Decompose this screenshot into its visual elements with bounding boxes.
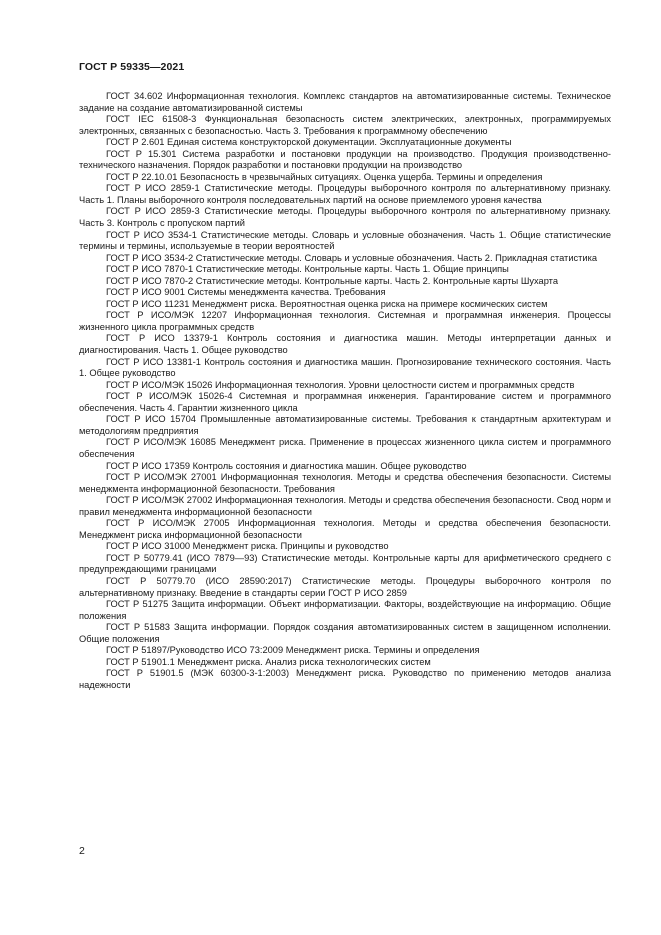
standard-designation: ГОСТ Р 59335—2021 — [79, 61, 185, 73]
reference-entry: ГОСТ Р ИСО 3534-1 Статистические методы. Словарь и условные обозначения. Часть 1. Общие статистические термины и термины, используемые в теории вероятностей — [79, 229, 611, 252]
reference-entry: ГОСТ Р 51275 Защита информации. Объект информатизации. Факторы, воздействующие на информацию. Общие положения — [79, 599, 611, 621]
reference-entry: ГОСТ 34.602 Информационная технология. Комплекс стандартов на автоматизированные системы. Техническое задание на создание автоматизированной системы — [79, 91, 611, 113]
reference-entry: ГОСТ Р ИСО 11231 Менеджмент риска. Вероятностная оценка риска на примере космических систем — [106, 298, 548, 309]
reference-entry: ГОСТ Р ИСО 13379-1 Контроль состояния и диагностика машин. Методы интерпретации данных и диагностирования. Часть 1. Общее руководство — [79, 333, 611, 356]
document-header — [79, 61, 184, 73]
reference-entry: ГОСТ Р ИСО/МЭК 27005 Информационная технология. Методы и средства обеспечения безопасности. Менеджмент риска информационной безопасности — [79, 518, 611, 540]
reference-entry: ГОСТ Р ИСО/МЭК 12207 Информационная технология. Системная и программная инженерия. Процессы жизненного цикла программных средств — [79, 310, 611, 332]
reference-entry: ГОСТ Р 50779.41 (ИСО 7879—93) Статистические методы. Контрольные карты для арифметического среднего с предупреждающими границами — [79, 552, 611, 575]
reference-entry: ГОСТ Р ИСО 2859-1 Статистические методы. Процедуры выборочного контроля по альтернативному признаку. Часть 1. Планы выборочного контроля последовательных партий на основе приемлемого уровня качества — [79, 183, 611, 205]
reference-entry: ГОСТ Р 51901.5 (МЭК 60300-3-1:2003) Менеджмент риска. Руководство по применению методов анализа надежности — [79, 668, 611, 690]
normative-references-list — [79, 91, 611, 691]
reference-entry: ГОСТ Р 51901.1 Менеджмент риска. Анализ риска технологических систем — [106, 656, 431, 667]
reference-entry: ГОСТ Р ИСО 31000 Менеджмент риска. Принципы и руководство — [106, 541, 389, 552]
reference-entry: ГОСТ Р ИСО 7870-1 Статистические методы. Контрольные карты. Часть 1. Общие принципы — [106, 264, 509, 275]
reference-entry: ГОСТ IEC 61508-3 Функциональная безопасность систем электрических, электронных, программируемых электронных, связанных с безопасностью. Часть 3. Требования к программному обеспечению — [79, 114, 611, 136]
reference-entry: ГОСТ Р ИСО/МЭК 27001 Информационная технология. Методы и средства обеспечения безопасности. Системы менеджмента информационной безопасности. Требования — [79, 472, 611, 494]
reference-entry: ГОСТ Р 51583 Защита информации. Порядок создания автоматизированных систем в защищенном исполнении. Общие положения — [79, 622, 611, 644]
reference-entry: ГОСТ Р ИСО/МЭК 16085 Менеджмент риска. Применение в процессах жизненного цикла систем и программного обеспечения — [79, 437, 611, 459]
reference-entry: ГОСТ Р 50779.70 (ИСО 28590:2017) Статистические методы. Процедуры выборочного контроля по альтернативному признаку. Введение в стандарты серии ГОСТ Р ИСО 2859 — [79, 575, 611, 598]
page-number: 2 — [79, 845, 85, 857]
reference-entry: ГОСТ Р ИСО 3534-2 Статистические методы. Словарь и условные обозначения. Часть 2. Прикладная статистика — [106, 252, 598, 263]
reference-entry: ГОСТ Р ИСО 2859-3 Статистические методы. Процедуры выборочного контроля по альтернативному признаку. Часть 3. Контроль с пропуском партий — [79, 206, 611, 229]
reference-entry: ГОСТ Р ИСО/МЭК 27002 Информационная технология. Методы и средства обеспечения безопасности. Свод норм и правил менеджмента информационной безопасности — [79, 495, 611, 517]
reference-entry: ГОСТ Р 2.601 Единая система конструкторской документации. Эксплуатационные документы — [106, 137, 512, 148]
reference-entry: ГОСТ Р ИСО 9001 Системы менеджмента качества. Требования — [106, 287, 386, 298]
reference-entry: ГОСТ Р ИСО 13381-1 Контроль состояния и диагностика машин. Прогнозирование технического состояния. Часть 1. Общее руководство — [79, 356, 611, 379]
reference-entry: ГОСТ Р ИСО/МЭК 15026-4 Системная и программная инженерия. Гарантирование систем и программного обеспечения. Часть 4. Гарантии жизненного цикла — [79, 391, 611, 413]
reference-entry: ГОСТ Р ИСО/МЭК 15026 Информационная технология. Уровни целостности систем и программных средств — [106, 379, 575, 390]
reference-entry: ГОСТ Р ИСО 15704 Промышленные автоматизированные системы. Требования к стандартным архитектурам и методологиям предприятия — [79, 414, 611, 436]
reference-entry: ГОСТ Р 51897/Руководство ИСО 73:2009 Менеджмент риска. Термины и определения — [106, 645, 480, 656]
reference-entry: ГОСТ Р 22.10.01 Безопасность в чрезвычайных ситуациях. Оценка ущерба. Термины и определения — [106, 171, 543, 182]
reference-entry: ГОСТ Р ИСО 7870-2 Статистические методы. Контрольные карты. Часть 2. Контрольные карты Шухарта — [106, 275, 559, 286]
reference-entry: ГОСТ Р 15.301 Система разработки и постановки продукции на производство. Продукция производственно-технического назначения. Порядок разработки и постановки продукции на производство — [79, 148, 611, 171]
reference-entry: ГОСТ Р ИСО 17359 Контроль состояния и диагностика машин. Общее руководство — [106, 460, 467, 471]
